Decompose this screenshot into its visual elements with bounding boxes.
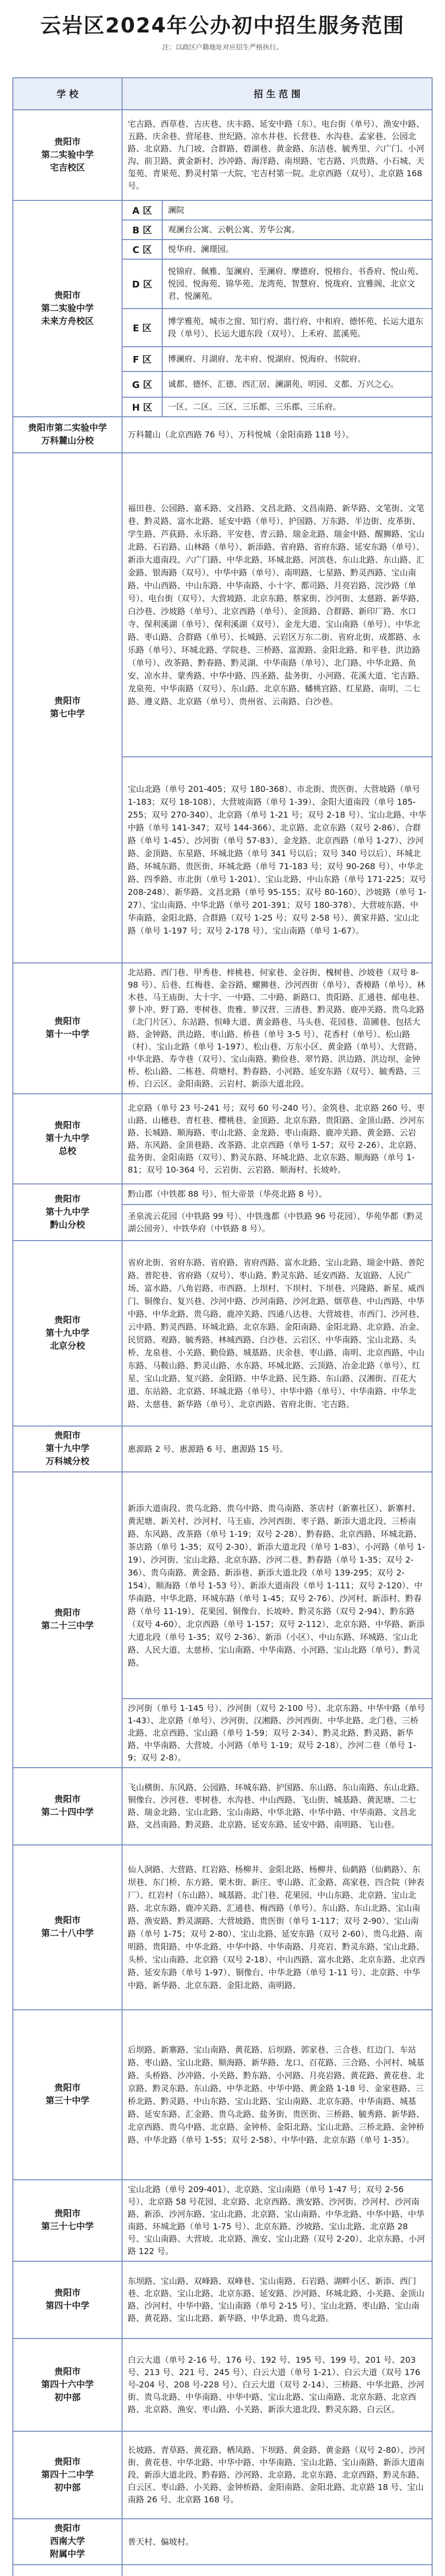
zone-label: D 区 (122, 259, 162, 309)
zone-range: 仙人洞路、大营路、红岩路、杨柳井、金阳北路、杨柳井、仙鹤路（仙鹤路）、东坝巷、东门桥、东方路、栗木街、新庄、枣山路、汇金路、高家巷、四合院（钟表厂）、红岩村（东山路）、城基路、北门巷、花果园、中山东路、北京路、宝山北路、北京东路、鹿冲关路、汇通巷、梅西路（单号）、东山路、东山北路、宝山南路、渔安路、黔灵湖路、大营坡路、贵医街（单号 1-117；双号 2-90）、宝山南路（单号 1-75；双号 2-80）、宝山北路、延安东路（双号 2-60）、贵乌北路、南明路、贵阳路、中华北路、中华中路、中华南路、月亮岩、黔灵东路、宝山北路、头桥、宝山南路、北京路（双号 2-18）、中山西路、富水北路、北京东路、北京西路、延安东路（单号 1-97）、铜像台、中华北路（单号 1-11 号）、北京路、中华中路、新华路、北京东路、金阳北路、南明路。 (122, 1845, 432, 2010)
table-row (13, 2261, 432, 2338)
table-row (13, 1426, 432, 1472)
school-name: 贵阳市 第二实验中学 宅吉校区 (13, 110, 122, 200)
zone-range: 黔山郡（中铁郡 88 号）、恒大帝景（华亮北路 8 号）。 (122, 1184, 432, 1205)
school-name: 贵阳市 第四十六中学 初中部 (13, 2338, 122, 2431)
table-row (13, 1768, 432, 1845)
zone-range: 悦华府、澜璟园。 (162, 240, 432, 259)
zone-range: 沙河街（单号 1-145 号）、沙河街（双号 2-100 号）、北京东路、中华中路（单号 1-43）、北京路（单号）、沙河街、汉湘路、沙河西街、中华北路、北门巷、三桥北路、北京西路、宝山路（单号 1-59；双号 2-34）、黔灵北路、黔灵路、新华路、中华南路、大营坡、小河路（单号 1-19；双号 2-18）、沙河二巷（单号 1-9；双号 2-8）。 (122, 1699, 432, 1768)
zone-range: 新添大道南段、贵乌北路、贵乌中路、贵乌南路、茶店村（新寨社区）、新寨村、黄泥塘、新关村、沙河村、马王庙、沙河西街、枣子路、新添大道北段、三桥南路、东风路、改茶路（单号 1-19；双号 2-28）、黔春路、北京西路、环城北路、茶店路（单号 1-35；双号 2-30）、新添大道北段（单号 1-83）、小河路（单号 1-19）、沙河街、宝山北路、北京东路、沙河二巷、黔春路（单号 1-35；双号 2-36）、贵乌南路、黄金路、新添巷、新添大道北段（单号 139-295；双号 2-154）、顺海路（单号 1-53 号）、新添大道南段（单号 1-111；双号 2-120）、中华南路、中华北路、环城东路（单号 1-45；双号 2-76）、沙河村、新添村、黔春路（单号 11-19）、花果园、铜像台、长坡岭、黔灵东路（双号 2-94）、黔东路（双号 4-60）、北京西路（单号 1-157；双号 2-112）、北京东路、中华路、新添大道北段（单号 1-35；双号 2-36）、新添（小区）、中山东路、环城路、宝山北路、人民大道、太慈桥、宝山南路、中华南路、小河路、宝山北路（单号）、黔灵路。 (122, 1472, 432, 1699)
page-subtitle: 注：以政区户籍地址对应招生严格执行。 (162, 44, 283, 52)
header-school: 学 校 (13, 78, 122, 110)
zone-range: 博澜府、月湖府、龙丰府、悦湖府、悦海府、书院府。 (162, 347, 432, 371)
zone-range: 澜院 (162, 200, 432, 220)
table-row (13, 110, 432, 200)
zone-range: 一区、二区、三区、三乐都、三乐郡、三乐府。 (162, 397, 432, 417)
page-header (0, 0, 445, 77)
zone-range: 惠源路 2 号、惠源路 6 号、惠源路 15 号。 (122, 1426, 432, 1472)
table-header-row (13, 78, 432, 110)
zone-label: C 区 (122, 240, 162, 259)
school-name: 贵阳市 第十九中学 万科城分校 (13, 1426, 122, 1472)
school-name: 贵阳市 第十九中学 北京分校 (13, 1241, 122, 1426)
zone-range: 东坝路、宝山路、双峰路、双峰巷、宝山南路、石岩路、湖畔小区、新添、西门巷、北京路、宝山北路、北京东路、延安路、沙河路、环城北路、小关路、金顶山路、沙河村、中华中路、宝山南路（单号 2-15 号）、宝山北路、枣山路、宝山南路、黄花路、宝山北路、新华路、中华北路、贵乌北路。 (122, 2261, 432, 2338)
page-title: 云岩区2024年公办初中招生服务范围 (40, 14, 405, 38)
school-name: 贵阳市 第十九中学 黔山分校 (13, 1184, 122, 1241)
school-name: 贵阳市 第二实验中学 未来方舟校区 (13, 200, 122, 417)
zone-label: G 区 (122, 371, 162, 397)
table-row (13, 2010, 432, 2180)
table-row (13, 2565, 432, 2576)
zone-range: 福田巷、公园路、嘉禾路、文昌路、文昌北路、文昌南路、新华路、文笔街、文笔巷、黔灵路、富水北路、延安中路（单号）、护国路、万东路、半边街、皮革街、学生路、芦荻路、永乐路、平安巷、青云路、瑞金北路、瑞金中路、醒狮路、宝山北路、石岩路、山林路（单号）、新添路、省府路、省府东路、延安东路（单号）、新添大道南段、六广门路、中华北路、环城北路、河滨巷、东山北路、东山路、汇金路、银海路（双号）、中华中路（单号）、南明路、七星路、黔灵西路、宝山南路、中山西路、中山东路、中华南路、小十字、都司路、月亮岩路、浣沙路（单号）、电台街（双号）、大营坡路、北京东路、蔡家街、沙河街、太慈路、新华路、白沙巷、沙坡路（单号）、北京西路（单号）、金顶路、合群路、新印厂路、水口寺、保利溪湖（单号）、保利溪湖（双号）、金龙大道、宝山南路（单号）、中华北路、枣山路、合群路（单号）、长城路、云岩区万东二街、省府北街、成都路、永乐路（单号）、环城北路、学院巷、三桥路、富源路、金阳北路、和平巷、洪边路（单号）、改茶路、黔春路、黔灵湖、中华南路（单号）、北门路、中华北路、鱼安、凉水井、蒙秀路、中华中路、四圣路、盐务街、小河路、花溪大道、宅吉路、龙泉苑、中华南路（双号）、东山路、北京东路、蟠桃宫路、红星路、南明、二七路、遵义路、北京路（单号）、贵州省、云南路、白沙巷。 (122, 453, 432, 757)
table-row (13, 1472, 432, 1699)
zone-range: 飞山横街、东风路、公园路、环城东路、护国路、东山路、东山南路、东山北路、铜像台、沙河巷、枣树巷、水沟巷、中山西路、飞山街、城基路、黄泥塘、二七路、瑞金北路、宝山北路、宝山南路、中华北路、中华中路、中华南路、文昌北路、文昌南路、黔灵路、北京路、延安东路、延安中路、南明路、飞山巷。 (122, 1768, 432, 1845)
zone-range (122, 2565, 432, 2576)
school-name: 贵阳市 西南大学 附属中学 (13, 2519, 122, 2565)
zone-range: 博学雅苑、城市之窗、知行府、翡行府、中和府、德怀苑、长运大道东段（单号）、长运大道东段（双号）、上禾府、蓝溪苑。 (162, 309, 432, 347)
zone-range: 圣泉流云花园（中铁路 99 号）、中铁逸都（中铁路 96 号花园）、华苑华都（黔灵湖公园旁）、中铁华府（中铁路 8 号）。 (122, 1205, 432, 1241)
table-row (13, 1184, 432, 1205)
school-name: 贵阳市 第二十三中学 (13, 1472, 122, 1768)
zone-range: 长坡路、青草路、黄花路、栖凤路、下坝路、黄金路、黄金路（双号 2-80）、沙河街、黄花巷、中华北路、中华中路、中华南路、宝山北路、宝山南路、新添大道南段、新添大道北段、黔春路、沙河路、北京路、北京东路、北京西路、黔灵东路、白云区、枣山路、小关路、金钟桥路、金阳南路、金阳北路、北京路 18 号、宝山南路 26 号、北京路 168 号。 (122, 2431, 432, 2519)
school-name: 贵阳市第二实验中学 万科麓山分校 (13, 417, 122, 453)
zone-range: 北京路（单号 23 号-241 号；双号 60 号-240 号）、金筑巷、北京路 260 号、枣山路、山穗巷、青杠巷、樱桃巷、金顶路、北京东路、贵阳路、金顶山路、沙河东路、长城路、顺海路、枣山北路、金龙路、枣山南路、鹿冲关路、黄金路、云岩路、东风路、金顶巷路、改茶路、北京西路（单号 1-57；双号 2-26）、北京路、盐务街、金阳南路（双号）、黔灵东路、环城北路、北京东路、顺海路（单号 1-81；双号 10-364 号、云岩街、云岩路、顺海村、长坡岭。 (122, 1094, 432, 1184)
table-row (13, 1094, 432, 1184)
header-range: 招 生 范 围 (122, 78, 432, 110)
zone-range: 北站路、西门巷、甲秀巷、梓桃巷、何家巷、金谷街、槐树巷、沙坡巷（双号 8-98 号）、后巷、红梅巷、金谷路、螺狮巷、沙河西街（单号）、香樟路（单号）、林木巷、马王庙街、大十字、一中路、二中路、新路口、贵阳路、汇通巷、邮电巷、萝卜冲、野丁路、枣树巷、贵雅、萝汉营、三清巷、黔灵路、鹿冲关路、贵乌北路（北门片区）、东站路、恒峰大道、黄金路巷、马头巷、花园巷、苗圃巷、包括大路、金钟路、洪边路、枣山路、桥巷（单号 3-5 号）、花香村（单号）、松山路（村）、宝山北路（单号 1-197）、松山巷、万东小区、黄金路（单号）、大营路、中华北路、寿寺巷（双号）、宝山南路、勤俭巷、翠竹路、洪边路、洪边坝、金钟桥、松山路、二栋巷、荷塘村、黔春路、小河路、延安东路（双号）、毓秀路、三桥、白云区、金阳南路、云岩村、新添大道北段。 (122, 963, 432, 1094)
zone-label: F 区 (122, 347, 162, 371)
zone-range: 悦锦府、佩雅、玺澜府、至澜府、摩德府、悦榕台、书香府、悦山苑、悦园、悦海苑、锦华苑、龙湾苑、智慧府、悦珑府、宜雅阁、北京文君、悦澜苑。 (162, 259, 432, 309)
zone-range: 白云大道（单号 2-16 号、176 号、192 号、195 号、199 号、201 号、203 号、213 号、221 号、245 号）、白云大道（单号 1-21）、白云大道（双号 176 号-204 号、208 号-228 号）、白云大道（双号 2-14）、三桥路、中华北路、沙河街、贵乌北路、中华南路、中华中路、宝山北路、宝山南路、北京东路、北京西路、北京路、渔安、枣山路、小关路、新添大道北段、黔灵东路、白云区。 (122, 2338, 432, 2431)
zone-label: B 区 (122, 220, 162, 240)
enrollment-zone-table (12, 77, 433, 2576)
school-name: 贵阳市 第四十二中学 初中部 (13, 2431, 122, 2519)
zone-range: 宝山北路（单号 201-405；双号 180-368）、市北街、贵医街、大营坡路（单号 1-183；双号 18-108）、大营坡南路（单号 1-39）、金阳大道南段（单号 185-255；双号 270-340）、北京路（单号 1-21 号；双号 2-18 号）、宝山北路、中华中路（单号 141-347；双号 144-366）、北京路、北京东路（双号 2-86）、合群路（单号 1-45）、沙河街（单号 57-83）、金龙路、北京西路（单号 1-27）、沙河路、金顶路、东星路、环城北路（单号 341 号以后；双号 340 号以后）、环城北路、环城东路、贵医街、环城北路（单号 71-183 号；双号 90-268 号）、中华北路、四季路、市北街（单号 1-201）、宝山北路、中山东路（单号 171-225；双号 208-248）、新华路、文昌北路（单号 95-155；双号 80-160）、沙坡路（单号 1-27）、宝山南路、中华北路（单号 201-391；双号 180-378）、大营坡东路、中华南路、金阳北路、合群路（双号 1-25 号；双号 2-58 号）、黄家井路、宝山北路（单号 1-197 号；双号 2-178 号）、宝山南路（单号 1-67）。 (122, 757, 432, 963)
table-row (13, 417, 432, 453)
zone-range: 万科麓山（北京西路 76 号）、万科悦城（金阳南路 118 号）。 (122, 417, 432, 453)
table-row (13, 1845, 432, 2010)
school-name: 贵阳市 第二十八中学 (13, 1845, 122, 2010)
table-row (13, 453, 432, 757)
table-row (13, 963, 432, 1094)
zone-range: 观澜台公寓、云帆公寓、芳华公寓。 (162, 220, 432, 240)
table-row (13, 200, 432, 220)
school-name: 贵阳市 第十一中学 (13, 963, 122, 1094)
zone-range: 诚都、德怀、汇德、西汇居、澜湖苑、明园、义都、万兴之心。 (162, 371, 432, 397)
zone-range: 普天村、偏坡村。 (122, 2519, 432, 2565)
school-name: 贵阳市 第七中学 (13, 453, 122, 963)
zone-range: 宅吉路、西草巷、吉庆巷、庆丰路、延安中路（东）、电台街（单号）、渔安中路、五路、庆余巷、营尾巷、世纪路、凉水井巷、长营巷、水沟巷、孟家巷、公园北路、北京路、九门坡、合群路、碧湖巷、黄金路、东洁巷、毓秀里、六广门、小河沟、前卫路、黄金新村、沙冲路、海洋路、南坝路、宅吉路、兴贵路、小石城、天玺苑、青果苑、黔灵村第一大院、宅吉村第一院。北京西路（双号）、北京路 168 号。 (122, 110, 432, 200)
school-name: 贵阳市 第四十中学 (13, 2261, 122, 2338)
school-name: 贵阳市 第十九中学 总校 (13, 1094, 122, 1184)
zone-range: 省府北街、省府东路、省府路、省府西路、富水北路、宝山北路、瑞金中路、普陀路、普陀巷、省府路（双号）、枣山路、黔灵东路、延安西路、友谊路、人民广场、富水路、八角岩路、市西路、上坝村、下坝村、下坝巷、兴隆路、新星、威西门、铜像台、复兴巷、沙河中路、沙河南路、沙河北路、烟草巷、中山西路、中华中路、中华北路、贵乌路、鹿冲关路、四通八达巷、大营坡巷、市西门、沙河巷、云中路、黔灵西路、环城北路、北京东路、金阳南路、金阳北路、北京路、冶金、民贸路、观路、毓秀路、林城西路、白沙巷、云岩区、中华南路、宝山北路、头桥、龙泉巷、小关路、勤俭路、城基路、庆余巷、枣山路、南明、北京西路、中山东路、马鞍山路、黔灵山路、水东路、环城北路、云顶路、冶金北路（单号）、红星、宝山北路、复兴路、金阳路、中华北路、民生路、东山路、汉湘街、百花大道、东站路、北京路、环城北路（单号）、中华中路（单号）、中华南路、中华北路、太慈巷、新华路（单号）、北京西路、省府北街、宅吉路。 (122, 1241, 432, 1426)
zone-label: E 区 (122, 309, 162, 347)
table-row (13, 2519, 432, 2565)
zone-range: 宝山北路（单号 209-401）、北京路、宝山南路（单号 1-47 号；双号 2-56 号）、北京路 58 号花园、北京路、北京西路、渔安路、沙河街、沙河村、沙河南路、新添、沙河东路、宝山北路、北京路、宝山南路、中华北路、中华中路、中华南路、环城北路（单号 1-75 号）、北京东路、沙坡路、宝山北路、北京路 28 号、宝山南路、大营坡、北京路、渔安、宝山北路（双号 2-20）、北京东路、小河路 122 号。 (122, 2180, 432, 2261)
school-name: 贵阳市 第三十中学 (13, 2010, 122, 2180)
school-name: 贵阳市 第二十四中学 (13, 1768, 122, 1845)
table-row (13, 2180, 432, 2261)
table-row (13, 2338, 432, 2431)
zone-label: A 区 (122, 200, 162, 220)
table-row (13, 1241, 432, 1426)
table-row (13, 2431, 432, 2519)
school-name: 贵阳市 第三十七中学 (13, 2180, 122, 2261)
school-name (13, 2565, 122, 2576)
zone-range: 后坝路、新寨路、宝山南路、黄花路、后坝路、郭家巷、三合巷、红边门、车站路、枣山路、宝山北路、顺海路、新华路、龙口、百花路、三合路、小河村、城基路、头桥路、沙冲路、小关路、黔东路、小河路、月亮岩路、黄花路、黄花巷、北京路、黔灵东路、东山路、中华北路、中华中路、黄金路 1-18 号、金家巷路、三桥北路、黔灵路、中山东路、宝山北路、宝山南路、北京东路、中华南路、城基路、延安东路、汇金路、贵乌北路、盐务街、贵医街、三桥路、毓秀路、新华路、北京西路、贵乌中路、北京路、金钟桥、金阳北路、宝山北路、三桥北路、金钟桥路、中华北路（单号 1-55；双号 2-58）、中华中路、北京东路（单号 1-35）。 (122, 2010, 432, 2180)
zone-label: H 区 (122, 397, 162, 417)
